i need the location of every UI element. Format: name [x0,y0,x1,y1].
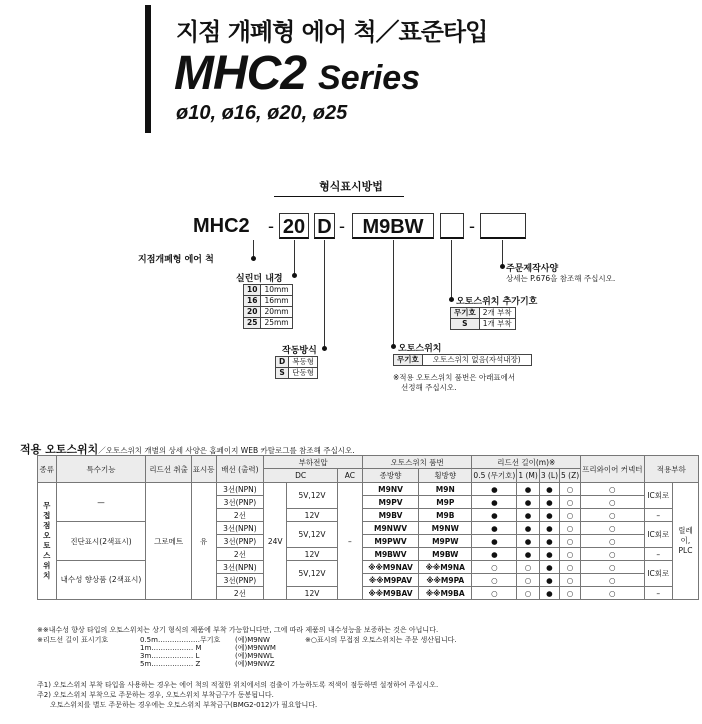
prewired-cell: ○ [581,535,644,548]
lead-row [140,636,276,644]
action-code: S [276,368,289,379]
header-accent-bar [145,5,151,133]
col-l1: 1 (M) [517,469,539,483]
qty-desc: 2개 부착 [479,308,515,319]
special-cell: 진단표시(2색표시) [56,522,146,561]
leader-dot [322,346,327,351]
code-bore-box: 20 [279,213,309,239]
l5-cell: ○ [560,574,581,587]
col-perpendicular: 종방향 [362,469,418,483]
inline-cell: M9BW [419,548,472,561]
bore-sizes: ø10, ø16, ø20, ø25 [176,102,348,124]
l5-cell: ○ [560,483,581,496]
bore-desc: 10mm [261,285,292,296]
load-cell: – [644,548,672,561]
bore-desc: 20mm [261,307,292,318]
prewired-cell: ○ [581,496,644,509]
perp-cell: M9PV [362,496,418,509]
qty-code: 무기호 [451,308,480,319]
l1-cell: ● [517,496,539,509]
bore-code: 16 [244,296,261,307]
l3-cell: ● [539,574,559,587]
l1-cell: ○ [517,587,539,600]
wiring-cell: 2선 [216,509,264,522]
action-row [276,357,318,368]
wiring-cell: 3선(NPN) [216,483,264,496]
load-cell: IC회로 [644,522,672,548]
col-indicator: 표시등 [191,456,216,483]
note-water-resistant: ※※내수성 향상 타입의 오토스위치는 상기 형식의 제품에 부착 가능합니다만, 그에 따라 제품의 내수성능을 보증하는 것은 아닙니다. [37,626,439,634]
leader-dot [251,256,256,261]
wiring-cell: 3선(PNP) [216,574,264,587]
perp-cell: ※※M9BAV [362,587,418,600]
l3-cell: ● [539,587,559,600]
model-name: MHC2 [174,47,307,100]
switch-code: 무기호 [394,355,423,366]
l5-cell: ○ [560,587,581,600]
perp-cell: M9NWV [362,522,418,535]
series-title [174,47,421,100]
col-ac: AC [337,469,362,483]
dc-cell: 12V [287,548,338,561]
l3-cell: ● [539,535,559,548]
table-row [38,522,699,535]
note-made-to-order: ※○표시의 무접점 오토스위치는 주문 생산됩니다. [305,636,457,644]
inline-cell: M9N [419,483,472,496]
prewired-cell: ○ [581,574,644,587]
inline-cell: M9P [419,496,472,509]
qty-desc: 1개 부착 [479,319,515,330]
l1-cell: ● [517,509,539,522]
col-special: 특수기능 [56,456,146,483]
how-to-order-title: 형식표시방법 [319,180,383,193]
leader-line [294,240,295,276]
l3-cell: ● [539,548,559,561]
lead-len: 3m……………… L [140,652,200,660]
perp-cell: ※※M9PAV [362,574,418,587]
perp-cell: M9BWV [362,548,418,561]
note-2: 주2) 오토스위치 부착으로 주문하는 경우, 오토스위치 부착금구가 동봉됩니다. [37,691,274,699]
switch-table-subtitle: ／오토스위치 개별의 상세 사양은 홈페이지 WEB 카탈로그를 참조해 주십시오. [98,446,355,455]
perp-cell: M9BV [362,509,418,522]
action-row [276,368,318,379]
col-inline: 횡방향 [419,469,472,483]
load-cell: IC회로 [644,483,672,509]
lead-len: 0.5m………………무기호 [140,636,221,644]
note-1: 주1) 오토스위치 부착 타입을 사용하는 경우는 에어 척의 적절한 위치에서의 검출이 가능하도록 적색이 점등하면 설정하여 주십시오. [37,681,439,689]
bore-code: 10 [244,285,261,296]
bore-row [244,296,293,307]
l05-cell: ● [472,535,517,548]
l05-cell: ● [472,496,517,509]
wiring-cell: 3선(NPN) [216,561,264,574]
bore-desc: 25mm [261,318,292,329]
code-dash: - [268,216,274,236]
leader-dot [449,297,454,302]
code-action-box: D [314,213,335,239]
dc-cell: 5V,12V [287,561,338,587]
col-load: 적용부하 [644,456,699,483]
code-qty-box [440,213,464,239]
made-to-order-title: 주문제작사양 [506,264,559,274]
l3-cell: ● [539,561,559,574]
qty-row [451,319,516,330]
perp-cell: ※※M9NAV [362,561,418,574]
leader-dot [500,264,505,269]
l05-cell: ○ [472,587,517,600]
leader-dot [391,344,396,349]
leader-line [393,240,394,347]
wiring-cell: 3선(NPN) [216,522,264,535]
switch-title: 오토스위치 [398,344,442,354]
inline-cell: M9NW [419,522,472,535]
qty-table [450,307,516,330]
bore-table [243,284,293,329]
note-lead-length-title: ※리드선 길이 표시기호 [37,636,109,644]
leader-line [451,240,452,300]
l5-cell: ○ [560,522,581,535]
l1-cell: ● [517,548,539,561]
bore-code: 20 [244,307,261,318]
l1-cell: ● [517,522,539,535]
col-dc: DC [264,469,338,483]
note-2b: 오토스위치를 별도 주문하는 경우에는 오토스위치 부착금구(BMG2-012)가 필요합니다. [50,701,318,709]
col-entry: 리드선 취출 [146,456,191,483]
col-model-no: 오토스위치 품번 [362,456,472,469]
load-relay-cell: 릴레이, PLC [672,483,698,600]
inline-cell: ※※M9NA [419,561,472,574]
l5-cell: ○ [560,561,581,574]
ac-cell: – [337,483,362,600]
wiring-cell: 3선(PNP) [216,535,264,548]
switch-desc: 오토스위치 없음(자석내장) [422,355,531,366]
l5-cell: ○ [560,496,581,509]
dc-cell: 12V [287,587,338,600]
leader-line [324,240,325,349]
bore-row [244,285,293,296]
action-code: D [276,357,289,368]
code-switch-box: M9BW [352,213,434,239]
prewired-cell: ○ [581,522,644,535]
prewired-cell: ○ [581,561,644,574]
special-cell: 내수성 향상품 (2색표시) [56,561,146,600]
lead-example: (예)M9NWM [235,644,276,652]
l05-cell: ○ [472,561,517,574]
prewired-cell: ○ [581,483,644,496]
lead-len: 1m……………… M [140,644,202,652]
perp-cell: M9NV [362,483,418,496]
switch-note: 선정해 주십시오. [401,383,457,392]
inline-cell: M9B [419,509,472,522]
lead-row [140,644,276,652]
lead-len: 5m……………… Z [140,660,201,668]
bore-title: 실린더 내경 [236,274,283,284]
dc-cell: 5V,12V [287,483,338,509]
table-row [38,561,699,574]
inline-cell: ※※M9BA [419,587,472,600]
l05-cell: ● [472,483,517,496]
made-to-order-desc: 상세는 P.676을 참조해 주십시오. [506,274,616,283]
wiring-cell: 2선 [216,587,264,600]
l1-cell: ● [517,535,539,548]
lead-example: (예)M9NWZ [235,660,275,668]
col-type: 종류 [38,456,57,483]
code-prefix: MHC2 [193,215,250,237]
wiring-cell: 3선(PNP) [216,496,264,509]
code-dash: - [469,216,475,236]
dc-cell: 5V,12V [287,522,338,548]
code-mto-box [480,213,526,239]
switch-table-heading: 적용 오토스위치 [20,443,99,456]
col-load-voltage: 부하전압 [264,456,363,469]
prewired-cell: ○ [581,548,644,561]
bore-row [244,318,293,329]
body-label: 지점개폐형 에어 척 [138,255,214,265]
action-table [275,356,318,379]
col-prewired: 프리와이어 커넥터 [581,456,644,483]
bore-row [244,307,293,318]
perp-cell: M9PWV [362,535,418,548]
prewired-cell: ○ [581,587,644,600]
col-l3: 3 (L) [539,469,559,483]
product-title-korean: 지점 개폐형 에어 척／표준타입 [176,18,488,46]
col-l05: 0.5 (무기호) [472,469,517,483]
entry-cell: 그로메트 [146,483,191,600]
col-wiring: 배선 (출력) [216,456,264,483]
lead-row [140,660,276,668]
qty-row [451,308,516,319]
bore-desc: 16mm [261,296,292,307]
special-cell: — [56,483,146,522]
col-l5: 5 (Z) [560,469,581,483]
switch-note: ※적용 오토스위치 품번은 아래표에서 [393,373,516,382]
dc-24v-cell: 24V [264,483,287,600]
leader-line [502,240,503,267]
load-cell: IC회로 [644,561,672,587]
l05-cell: ● [472,522,517,535]
series-word: Series [318,59,421,97]
lead-length-list [140,636,276,668]
lead-row [140,652,276,660]
qty-code: S [451,319,480,330]
wiring-cell: 2선 [216,548,264,561]
l3-cell: ● [539,496,559,509]
prewired-cell: ○ [581,509,644,522]
indicator-cell: 유 [191,483,216,600]
l1-cell: ○ [517,574,539,587]
table-row [38,483,699,496]
lead-example: (예)M9NWL [235,652,274,660]
switch-table [393,354,532,366]
auto-switch-table [37,455,699,600]
action-desc: 복동형 [289,357,318,368]
l5-cell: ○ [560,509,581,522]
l05-cell: ○ [472,574,517,587]
action-title: 작동방식 [282,346,317,356]
action-desc: 단동형 [289,368,318,379]
col-lead-length: 리드선 길이(m)※ [472,456,581,469]
l5-cell: ○ [560,535,581,548]
lead-example: (예)M9NW [235,636,270,644]
type-cell: 무접점 오토스위치 [38,483,57,600]
inline-cell: ※※M9PA [419,574,472,587]
l3-cell: ● [539,509,559,522]
l3-cell: ● [539,483,559,496]
l3-cell: ● [539,522,559,535]
l05-cell: ● [472,548,517,561]
switch-row [394,355,532,366]
l1-cell: ● [517,483,539,496]
l1-cell: ○ [517,561,539,574]
load-cell: – [644,509,672,522]
load-cell: – [644,587,672,600]
dc-cell: 12V [287,509,338,522]
inline-cell: M9PW [419,535,472,548]
bore-code: 25 [244,318,261,329]
leader-dot [292,273,297,278]
l5-cell: ○ [560,548,581,561]
l05-cell: ● [472,509,517,522]
code-dash: - [339,216,345,236]
qty-title: 오토스위치 추가기호 [456,297,538,307]
